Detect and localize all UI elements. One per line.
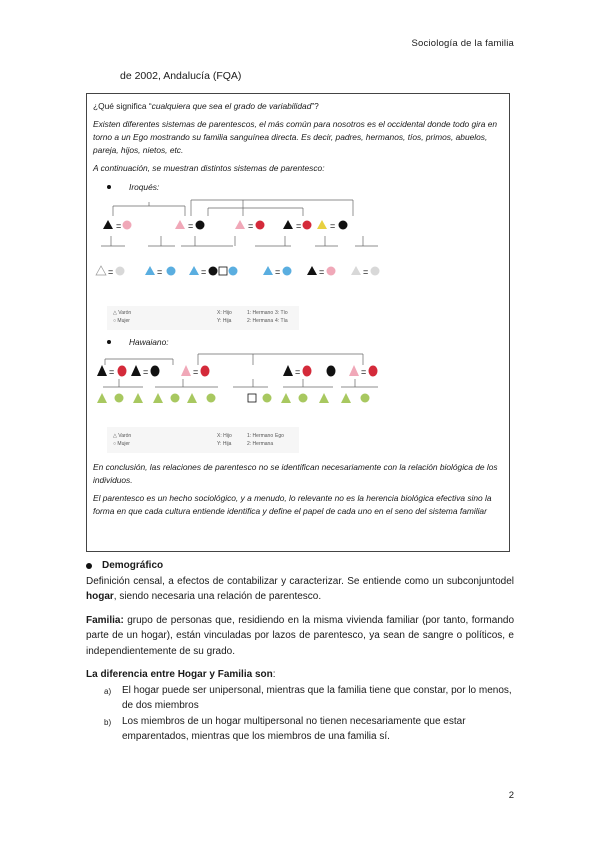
difference-heading: La diferencia entre Hogar y Familia son:	[86, 669, 276, 680]
top-line-text: de 2002, Andalucía (FQA)	[120, 70, 242, 82]
box-question: ¿Qué significa “cualquiera que sea el grado de variabilidad”?	[93, 101, 319, 111]
system-iroques-label: Iroqués:	[93, 181, 503, 194]
box-paragraph-2: A continuación, se muestran distintos sistemas de parentesco:	[93, 163, 325, 173]
svg-text:=: =	[109, 367, 115, 377]
box-paragraph-4: El parentesco es un hecho sociológico, y a menudo, lo relevante no es la herencia biológica efectiva sino la forma en que cada cultura entiende identifica y define el papel de cada uno en el seno del sistema familiar	[93, 493, 492, 516]
hawaiian-row1	[97, 365, 378, 377]
system-hawaiano-label: Hawaiano:	[93, 336, 503, 349]
hawaiian-diagram	[93, 353, 503, 421]
kinship-box	[86, 93, 510, 552]
demografico-section	[86, 558, 514, 745]
svg-text:=: =	[296, 221, 302, 231]
svg-text:=: =	[319, 267, 325, 277]
list-item-a: a) El hogar puede ser unipersonal, mientras que la familia tiene que constar, por lo menos, de dos miembros	[104, 684, 512, 711]
bullet-icon	[107, 185, 111, 189]
svg-text:=: =	[201, 267, 207, 277]
svg-text:=: =	[361, 367, 367, 377]
iroquois-row1	[103, 220, 348, 231]
svg-text:=: =	[157, 267, 163, 277]
hawaiian-row2	[97, 393, 370, 403]
iroquois-row2	[96, 266, 380, 277]
svg-text:=: =	[143, 367, 149, 377]
svg-text:=: =	[295, 367, 301, 377]
bullet-icon	[86, 563, 92, 569]
ego-icon	[219, 267, 227, 275]
male-icon	[103, 220, 113, 229]
svg-text:=: =	[363, 267, 369, 277]
svg-text:=: =	[330, 221, 336, 231]
svg-text:=: =	[108, 267, 114, 277]
box-paragraph-1: Existen diferentes sistemas de parentescos, el más común para nosotros es el occidental donde todo gira en torno a un Ego mostrando su familia sanguínea directa. Es decir, padres, hermanos, tíos, primos, abuelos, pareja, hijos, nietos, etc.	[93, 119, 498, 155]
iroquois-legend: △ Varón ○ Mujer X: Hijo Y: Hija 1: Hermano 2: Hermana 3: Tío 4: Tía	[107, 306, 299, 330]
demografico-heading: Demográfico	[86, 558, 514, 574]
svg-text:=: =	[188, 221, 194, 231]
svg-text:=: =	[275, 267, 281, 277]
familia-paragraph: Familia: grupo de personas que, residiendo en la misma vivienda familiar (por tanto, formando parte de un hogar), están vinculadas por lazos de parentesco, ya sean de sangre o políticos, e independientemente de su grado.	[86, 614, 514, 657]
definition-paragraph: Definición censal, a efectos de contabilizar y caracterizar. Se entiende como un subconjuntodel hogar, siendo necesaria una relación de parentesco.	[86, 575, 514, 602]
header-title: Sociología de la familia	[411, 38, 514, 49]
svg-text:=: =	[193, 367, 199, 377]
list-item-b: b) Los miembros de un hogar multipersonal no tienen necesariamente que estar emparentados, mientras que los miembros de una familia sí.	[104, 715, 466, 742]
svg-text:=: =	[116, 221, 122, 231]
box-paragraph-3: En conclusión, las relaciones de parentesco no se identifican necesariamente con la relación biológica de los individuos.	[93, 462, 498, 485]
bullet-icon	[107, 340, 111, 344]
page-number: 2	[508, 790, 514, 801]
hawaiian-legend: △ Varón ○ Mujer X: Hijo Y: Hija 1: Hermano 2: Hermana Ego	[107, 427, 299, 453]
svg-text:=: =	[248, 221, 254, 231]
iroquois-diagram	[93, 198, 503, 304]
